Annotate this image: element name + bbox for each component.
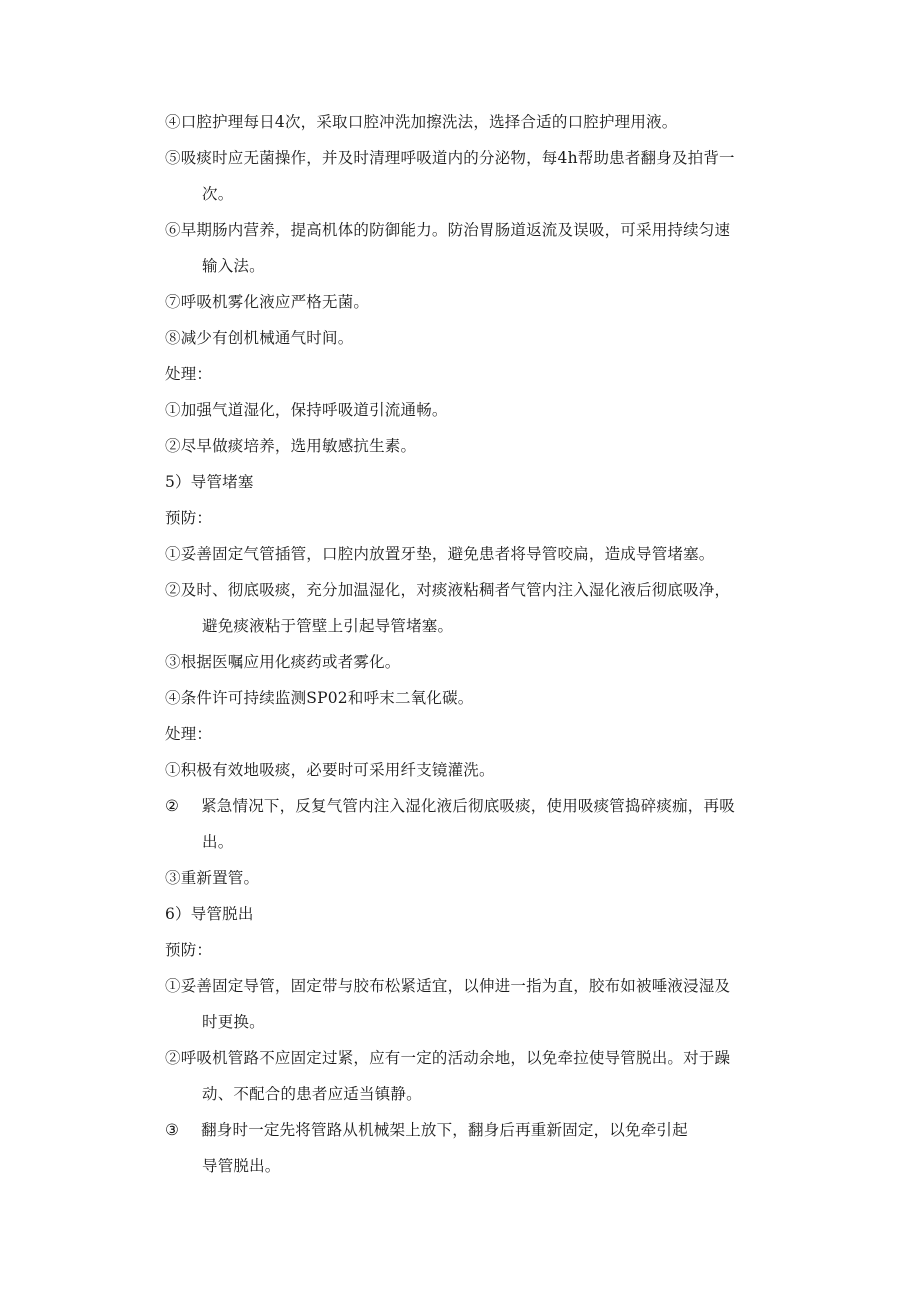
paragraph-monitor-spo2: ④条件许可持续监测SP02和呼末二氧化碳。 (165, 689, 474, 707)
paragraph-circuit-slack-cont: 动、不配合的患者应适当镇静。 (202, 1085, 422, 1103)
paragraph-mucolytic: ③根据医嘱应用化痰药或者雾化。 (165, 653, 401, 671)
paragraph-turning (165, 1112, 785, 1148)
paragraph-sputum-culture: ②尽早做痰培养，选用敏感抗生素。 (165, 437, 417, 455)
paragraph-secure-tube: ①妥善固定气管插管，口腔内放置牙垫，避免患者将导管咬扁，造成导管堵塞。 (165, 545, 715, 563)
list-marker: ③ (165, 1121, 180, 1139)
list-marker: ② (165, 797, 180, 815)
paragraph-bronchoscope: ①积极有效地吸痰，必要时可采用纤支镜灌洗。 (165, 761, 495, 779)
heading-prevention: 预防： (165, 941, 213, 959)
paragraph-suction-aseptic-cont: 次。 (202, 185, 234, 203)
paragraph-suction-aseptic: ⑤吸痰时应无菌操作，并及时清理呼吸道内的分泌物，每4h帮助患者翻身及拍背一 (165, 149, 735, 167)
paragraph-reduce-ventilation: ⑧减少有创机械通气时间。 (165, 329, 354, 347)
section-heading-tube-dislodgement: 6）导管脱出 (165, 905, 254, 923)
paragraph-oral-care: ④口腔护理每日4次，采取口腔冲洗加擦洗法，选择合适的口腔护理用液。 (165, 113, 678, 131)
paragraph-enteral-nutrition-cont: 输入法。 (202, 257, 265, 275)
paragraph-text: 翻身时一定先将管路从机械架上放下，翻身后再重新固定，以免牵引起 (201, 1121, 688, 1139)
heading-treatment: 处理： (165, 365, 213, 383)
paragraph-humidification: ①加强气道湿化，保持呼吸道引流通畅。 (165, 401, 448, 419)
paragraph-timely-suction: ②及时、彻底吸痰，充分加温湿化，对痰液粘稠者气管内注入湿化液后彻底吸净， (165, 581, 731, 599)
paragraph-timely-suction-cont: 避免痰液粘于管壁上引起导管堵塞。 (202, 617, 454, 635)
paragraph-enteral-nutrition: ⑥早期肠内营养，提高机体的防御能力。防治胃肠道返流及误吸，可采用持续匀速 (165, 221, 731, 239)
paragraph-nebulizer-sterile: ⑦呼吸机雾化液应严格无菌。 (165, 293, 370, 311)
paragraph-text: 紧急情况下，反复气管内注入湿化液后彻底吸痰，使用吸痰管捣碎痰痂，再吸 (201, 797, 735, 815)
paragraph-turning-cont: 导管脱出。 (202, 1157, 281, 1175)
paragraph-emergency-suction-cont: 出。 (202, 833, 234, 851)
document-body (165, 104, 785, 1184)
paragraph-emergency-suction (165, 788, 785, 824)
paragraph-circuit-slack: ②呼吸机管路不应固定过紧，应有一定的活动余地，以免牵拉使导管脱出。对于躁 (165, 1049, 731, 1067)
paragraph-secure-fixation-cont: 时更换。 (202, 1013, 265, 1031)
paragraph-secure-fixation: ①妥善固定导管，固定带与胶布松紧适宜，以伸进一指为直，胶布如被唾液浸湿及 (165, 977, 731, 995)
paragraph-reintubate: ③重新置管。 (165, 869, 260, 887)
heading-treatment: 处理： (165, 725, 213, 743)
heading-prevention: 预防： (165, 509, 213, 527)
section-heading-tube-blockage: 5）导管堵塞 (165, 473, 254, 491)
